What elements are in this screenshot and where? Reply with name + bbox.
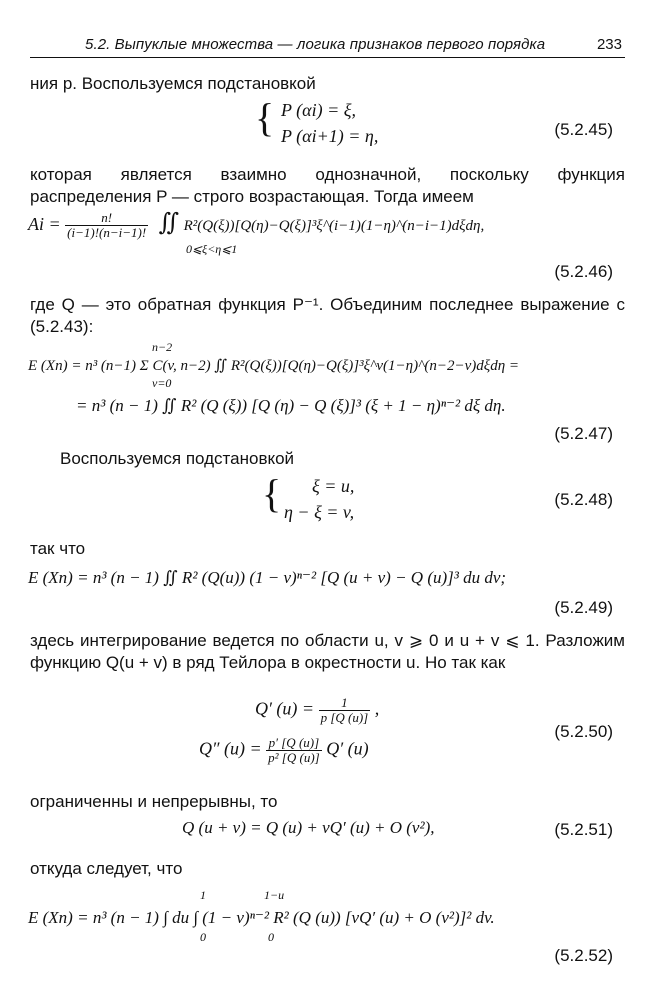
fraction-denominator: (i−1)!(n−i−1)!	[67, 225, 147, 241]
fraction-numerator: p′ [Q (u)]	[266, 736, 322, 751]
integral-lower-limit: 0	[200, 930, 206, 944]
paragraph-4: Воспользуемся подстановкой	[60, 449, 295, 468]
paragraph-6: здесь интегрирование ведется по области u, v ⩾ 0 и u + v ⩽ 1. Разложим функцию Q(u + v) в ряд Тейлора в окрестности u. Но так как	[30, 631, 625, 672]
equation-number: (5.2.47)	[554, 424, 613, 443]
running-header	[30, 33, 625, 58]
paragraph-3: где Q — это обратная функция P⁻¹. Объединим последнее выражение с (5.2.43):	[30, 295, 625, 336]
double-integral: ∬	[158, 210, 180, 236]
equation-body: R²(Q(ξ))[Q(η)−Q(ξ)]³ξ^(i−1)(1−η)^(n−i−1)dξdη,	[183, 218, 485, 234]
equation-number: (5.2.48)	[554, 490, 613, 509]
paragraph-8: откуда следует, что	[30, 859, 183, 878]
equation-line: η − ξ = v,	[284, 502, 355, 522]
sum-lower-limit: v=0	[152, 376, 172, 390]
equation-lhs: Ai =	[28, 214, 61, 234]
fraction	[319, 696, 371, 725]
equation-5-2-46	[28, 208, 628, 256]
equation-line	[255, 696, 379, 725]
equation-tail: Q′ (u)	[326, 738, 369, 759]
equation-number: (5.2.49)	[554, 598, 613, 617]
equation-number: (5.2.51)	[554, 820, 613, 839]
paragraph-7: ограниченны и непрерывны, то	[30, 792, 278, 811]
equation-line: E (Xn) = n³ (n − 1) ∫ du ∫ (1 − v)ⁿ⁻² R² (Q (u)) [vQ′ (u) + O (v²)]² dv.	[28, 908, 495, 927]
paragraph-5: так что	[30, 539, 86, 558]
equation-line: ξ = u,	[312, 476, 355, 496]
equation-number: (5.2.45)	[554, 120, 613, 139]
fraction-denominator: p [Q (u)]	[320, 710, 369, 725]
sum-upper-limit: n−2	[152, 340, 173, 354]
page-number: 233	[596, 36, 622, 53]
equation-line	[199, 736, 369, 765]
paragraph-1: ния p. Воспользуемся подстановкой	[30, 74, 316, 93]
left-brace: {	[262, 471, 282, 516]
equation-lhs: Q′ (u) =	[255, 698, 315, 719]
equation-5-2-49: E (Xn) = n³ (n − 1) ∬ R² (Q(u)) (1 − v)ⁿ⁻² [Q (u + v) − Q (u)]³ du dv;	[28, 568, 507, 587]
header-title: 5.2. Выпуклые множества — логика признаков первого порядка	[85, 36, 546, 53]
integral-limits: 0⩽ξ<η⩽1	[186, 242, 238, 256]
fraction-numerator: 1	[319, 696, 371, 711]
equation-line: = n³ (n − 1) ∬ R² (Q (ξ)) [Q (η) − Q (ξ)]³ (ξ + 1 − η)ⁿ⁻² dξ dη.	[76, 396, 506, 415]
fraction	[65, 211, 148, 240]
fraction-denominator: p² [Q (u)]	[268, 750, 320, 765]
integral-lower-limit: 0	[268, 930, 274, 944]
equation-number: (5.2.46)	[554, 262, 613, 281]
left-brace: {	[255, 95, 275, 140]
equation-lhs: Q″ (u) =	[199, 738, 262, 759]
integral-upper-limit: 1−u	[264, 888, 285, 902]
equation-line: E (Xn) = n³ (n−1) Σ C(v, n−2) ∬ R²(Q(ξ))[Q(η)−Q(ξ)]³ξ^v(1−η)^(n−2−v)dξdη =	[28, 358, 520, 374]
paragraph-2: которая является взаимно однозначной, поскольку функция распределения P — строго возрастающая. Тогда имеем	[30, 165, 625, 206]
integral-upper-limit: 1	[200, 888, 206, 902]
equation-tail: ,	[374, 698, 380, 719]
equation-line: P (αi) = ξ,	[281, 100, 356, 120]
fraction	[266, 736, 322, 765]
equation-5-2-51: Q (u + v) = Q (u) + vQ′ (u) + O (v²),	[182, 818, 435, 837]
equation-number: (5.2.52)	[554, 946, 613, 965]
equation-number: (5.2.50)	[554, 722, 613, 741]
equation-line: P (αi+1) = η,	[281, 126, 379, 146]
fraction-numerator: n!	[65, 211, 148, 226]
